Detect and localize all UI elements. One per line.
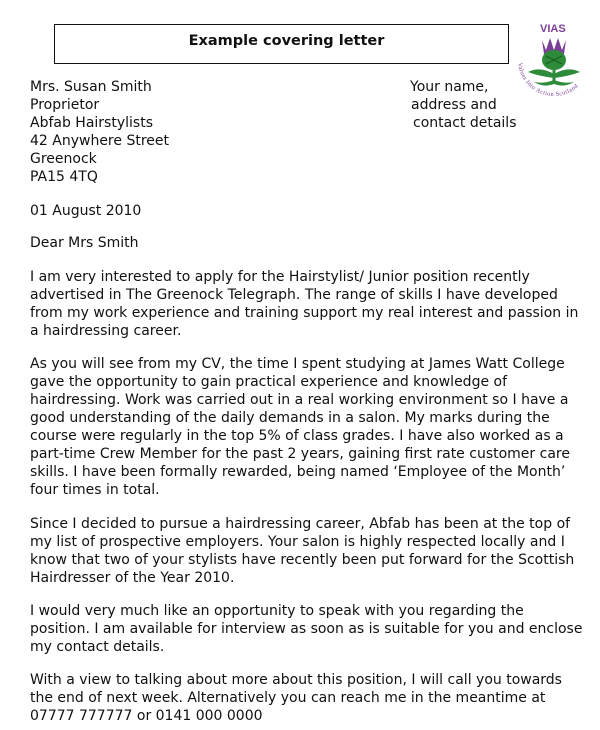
paragraph-line: skills. I have been formally rewarded, being named ‘Employee of the Month’ — [30, 464, 566, 480]
paragraph-line: course were regularly in the top 5% of class grades. I have also worked as a — [30, 428, 564, 444]
sender-line-contact: contact details — [413, 115, 517, 131]
paragraph-line: know that two of your stylists have recently been put forward for the Scottish — [30, 552, 575, 568]
paragraph-line: Since I decided to pursue a hairdressing career, Abfab has been at the top of — [30, 516, 571, 532]
paragraph-line: I would very much like an opportunity to speak with you regarding the — [30, 603, 524, 619]
sender-line-name: Your name, — [410, 79, 489, 95]
paragraph-line: As you will see from my CV, the time I spent studying at James Watt College — [30, 356, 565, 372]
paragraph-3 — [30, 515, 595, 587]
recipient-town: Greenock — [30, 151, 97, 167]
paragraph-line: a hairdressing career. — [30, 323, 182, 339]
recipient-title: Proprietor — [30, 97, 100, 113]
paragraph-line: the end of next week. Alternatively you can reach me in the meantime at — [30, 690, 546, 706]
paragraph-line: my contact details. — [30, 639, 165, 655]
paragraph-line: my list of prospective employers. Your salon is highly respected locally and I — [30, 534, 565, 550]
letter-title: Example covering letter — [188, 33, 385, 49]
paragraph-line: gave the opportunity to gain practical experience and knowledge of — [30, 374, 508, 390]
paragraph-line: position. I am available for interview as soon as is suitable for you and enclose — [30, 621, 583, 637]
paragraph-4 — [30, 602, 595, 656]
paragraph-1 — [30, 268, 595, 340]
paragraph-2 — [30, 355, 595, 499]
paragraph-5 — [30, 671, 595, 725]
logo-tagline: Values Into Action Scotland — [516, 62, 580, 99]
salutation: Dear Mrs Smith — [30, 235, 139, 251]
paragraph-line: I am very interested to apply for the Hairstylist/ Junior position recently — [30, 269, 530, 285]
recipient-address — [30, 78, 169, 186]
letter-title-box — [54, 24, 509, 64]
paragraph-line: advertised in The Greenock Telegraph. The range of skills I have developed — [30, 287, 558, 303]
paragraph-line: 07777 777777 or 0141 000 0000 — [30, 708, 263, 724]
recipient-name: Mrs. Susan Smith — [30, 79, 152, 95]
sender-details — [410, 78, 517, 132]
recipient-postcode: PA15 4TQ — [30, 169, 98, 185]
thistle-icon — [528, 38, 580, 86]
logo-text: VIAS — [540, 23, 566, 35]
paragraph-line: With a view to talking about more about this position, I will call you towards — [30, 672, 562, 688]
vias-logo — [510, 18, 598, 110]
paragraph-line: hairdressing. Work was carried out in a real working environment so I have a — [30, 392, 569, 408]
letter-date: 01 August 2010 — [30, 203, 142, 219]
paragraph-line: from my work experience and training support my real interest and passion in — [30, 305, 579, 321]
paragraph-line: good understanding of the daily demands in a salon. My marks during the — [30, 410, 550, 426]
sender-line-address: address and — [411, 97, 497, 113]
paragraph-line: Hairdresser of the Year 2010. — [30, 570, 235, 586]
paragraph-line: part-time Crew Member for the past 2 years, gaining first rate customer care — [30, 446, 570, 462]
paragraph-line: four times in total. — [30, 482, 160, 498]
recipient-company: Abfab Hairstylists — [30, 115, 153, 131]
recipient-street: 42 Anywhere Street — [30, 133, 169, 149]
